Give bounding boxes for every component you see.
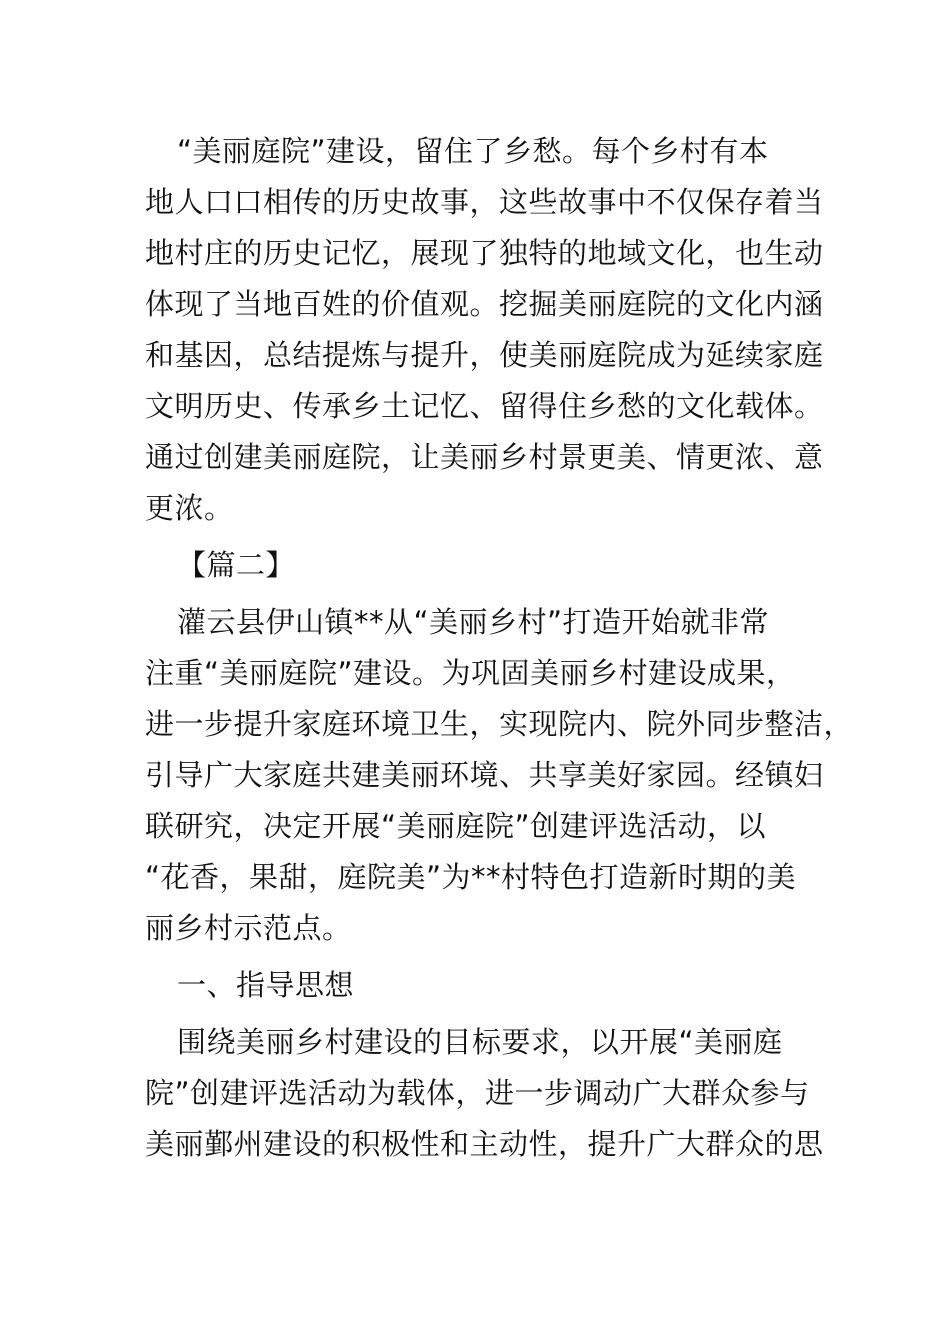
paragraph3-line-3: 美丽鄞州建设的积极性和主动性，提升广大群众的思 [145,1127,824,1161]
paragraph2-line-3: 进一步提升家庭环境卫生，实现院内、院外同步整洁， [145,707,854,741]
paragraph3-line-2: 院”创建评选活动为载体，进一步调动广大群众参与 [145,1076,810,1110]
subheading: 一、指导思想 [177,968,355,1002]
paragraph1-line-7: 通过创建美丽庭院，让美丽乡村景更美、情更浓、意 [145,440,824,474]
paragraph1-line-4: 体现了当地百姓的价值观。挖掘美丽庭院的文化内涵 [145,287,824,321]
document-body [145,126,854,1170]
paragraph2-line-7: 丽乡村示范点。 [145,911,352,945]
paragraph2-line-2: 注重“美丽庭院”建设。为巩固美丽乡村建设成果， [145,656,796,690]
paragraph3-line-1: 围绕美丽乡村建设的目标要求，以开展“美丽庭 [177,1025,783,1059]
paragraph1-line-5: 和基因，总结提炼与提升，使美丽庭院成为延续家庭 [145,338,824,372]
paragraph2-line-6: “花香，果甜，庭院美”为**村特色打造新时期的美 [145,860,797,894]
paragraph1-line-1: “美丽庭院”建设，留住了乡愁。每个乡村有本 [177,134,769,168]
paragraph2-line-1: 灌云县伊山镇**从“美丽乡村”打造开始就非常 [177,605,770,639]
paragraph1-line-2: 地人口口相传的历史故事，这些故事中不仅保存着当 [145,185,824,219]
paragraph1-line-3: 地村庄的历史记忆，展现了独特的地域文化，也生动 [145,236,824,270]
paragraph2-line-4: 引导广大家庭共建美丽环境、共享美好家园。经镇妇 [145,758,824,792]
paragraph1-line-6: 文明历史、传承乡土记忆、留得住乡愁的文化载体。 [145,389,824,423]
section-heading: 【篇二】 [177,548,296,582]
paragraph2-line-5: 联研究，决定开展“美丽庭院”创建评选活动，以 [145,809,767,843]
paragraph1-line-8: 更浓。 [145,491,234,525]
